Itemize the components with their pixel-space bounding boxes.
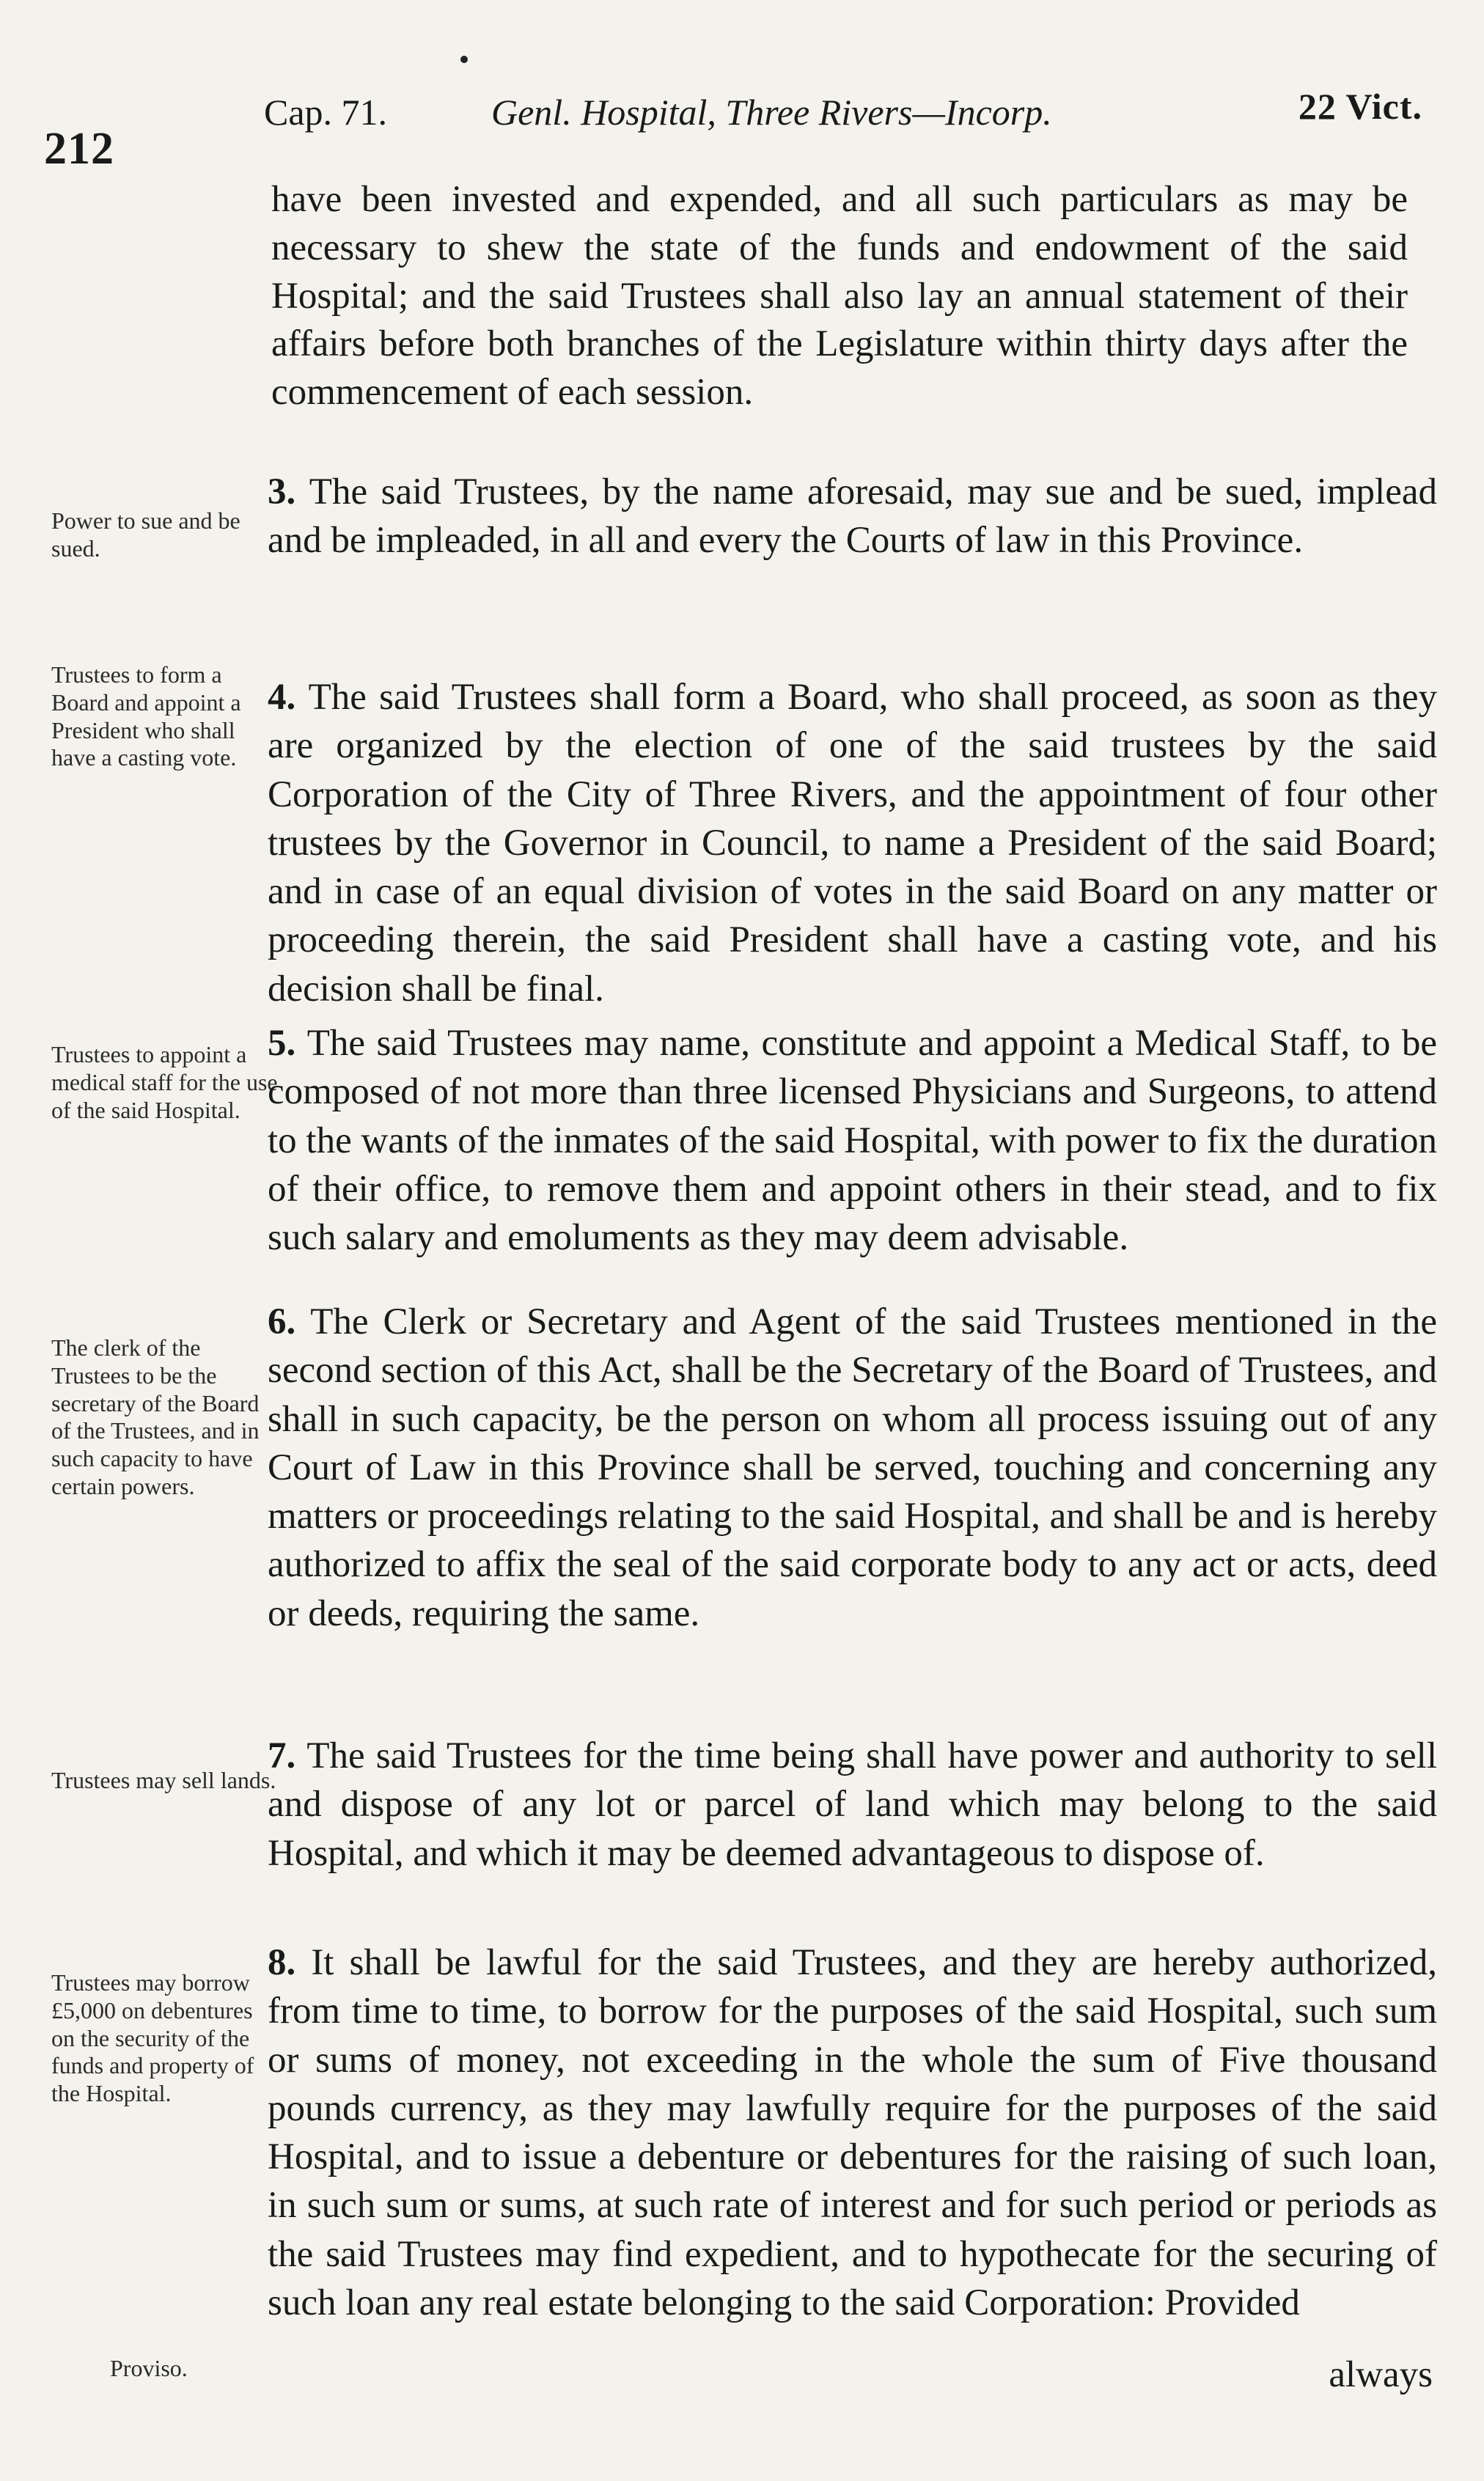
running-title: Genl. Hospital, Three Rivers—Incorp. — [491, 92, 1052, 133]
section-text: The Clerk or Secretary and Agent of the said Trustees mentioned in the second section of this Act, shall be the Secretary of the Board of Trustees, and shall in such capacity, be the person on whom all process issuing out of any Court of Law in this Province shall be served, touching and concerning any matters or proceedings relating to the said Hospital, and shall be and is hereby authorized to affix the seal of the said corporate body to any act or acts, deed or deeds, requiring the same. — [268, 1301, 1438, 1634]
page-number: 212 — [44, 124, 114, 174]
regnal-year: 22 Vict. — [1298, 86, 1422, 127]
marginal-note-section-6: The clerk of the Trustees to be the secretary of the Board of the Trustees, and in such capacity to have certain powers. — [51, 1334, 260, 1499]
marginal-note-section-5: Trustees to appoint a medical staff for the use of the said Hospital. — [51, 1041, 278, 1123]
page-header — [44, 81, 1422, 174]
section-text: The said Trustees, by the name aforesaid, may sue and be sued, implead and be impleaded, in all and every the Courts of law in this Province. — [268, 471, 1438, 562]
section-4 — [268, 673, 1437, 1013]
section-number: 6. — [268, 1301, 311, 1342]
section-7 — [268, 1732, 1437, 1878]
ink-speck — [460, 56, 468, 63]
section-text: The said Trustees for the time being shall have power and authority to sell and dispose of any lot or parcel of land which may belong to the said Hospital, and which it may be deemed advantageous to dispose of. — [268, 1735, 1437, 1874]
section-8 — [268, 1938, 1437, 2327]
marginal-note-section-7: Trustees may sell lands. — [51, 1767, 276, 1793]
section-5 — [268, 1019, 1437, 1262]
marginal-note-section-8: Trustees may borrow £5,000 on debentures on the security of the funds and property of the Hospital. — [51, 1969, 254, 2106]
marginal-note-section-4: Trustees to form a Board and appoint a President who shall have a casting vote. — [51, 661, 241, 771]
catchword: always — [1329, 2354, 1433, 2395]
section-text: The said Trustees shall form a Board, who shall proceed, as soon as they are organized by the election of one of the said trustees by the said Corporation of the City of Three Rivers, and the appointment of four other trustees by the Governor in Council, to name a President of the said Board; and in case of an equal division of votes in the said Board on any matter or proceeding therein, the said President shall have a casting vote, and his decision shall be final. — [268, 677, 1437, 1010]
section-number: 3. — [268, 471, 309, 512]
chapter-label: Cap. 71. — [264, 92, 388, 133]
section-text: It shall be lawful for the said Trustees, and they are hereby authorized, from time to time, to borrow for the purposes of the said Hospital, such sum or sums of money, not exceeding in the whole the sum of Five thousand pounds currency, as they may lawfully require for the purposes of the said Hospital, and to issue a debenture or debentures for the raising of such loan, in such sum or sums, at such rate of interest and for such period or periods as the said Trustees may find expedient, and to hypothecate for the securing of such loan any real estate belonging to the said Corporation: Provided — [268, 1942, 1438, 2324]
marginal-note-section-3: Power to sue and be sued. — [51, 507, 240, 562]
section-3 — [268, 468, 1437, 565]
marginal-note-proviso: Proviso. — [110, 2355, 188, 2381]
section-number: 5. — [268, 1023, 307, 1064]
section-text: The said Trustees may name, constitute and appoint a Medical Staff, to be composed of not more than three licensed Physicians and Surgeons, to attend to the wants of the inmates of the said Hospital, with power to fix the duration of their office, to remove them and appoint others in their stead, and to fix such salary and emoluments as they may deem advisable. — [268, 1023, 1437, 1259]
section-6 — [268, 1298, 1437, 1638]
section-number: 4. — [268, 677, 309, 718]
section-number: 8. — [268, 1942, 312, 1983]
section-number: 7. — [268, 1735, 307, 1776]
continuation-paragraph: have been invested and expended, and all such particulars as may be necessary to shew the state of the funds and endowment of the said Hospital; and the said Trustees shall also lay an annual statement of their affairs before both branches of the Legislature within thirty days after the commencement of each session. — [271, 179, 1408, 414]
